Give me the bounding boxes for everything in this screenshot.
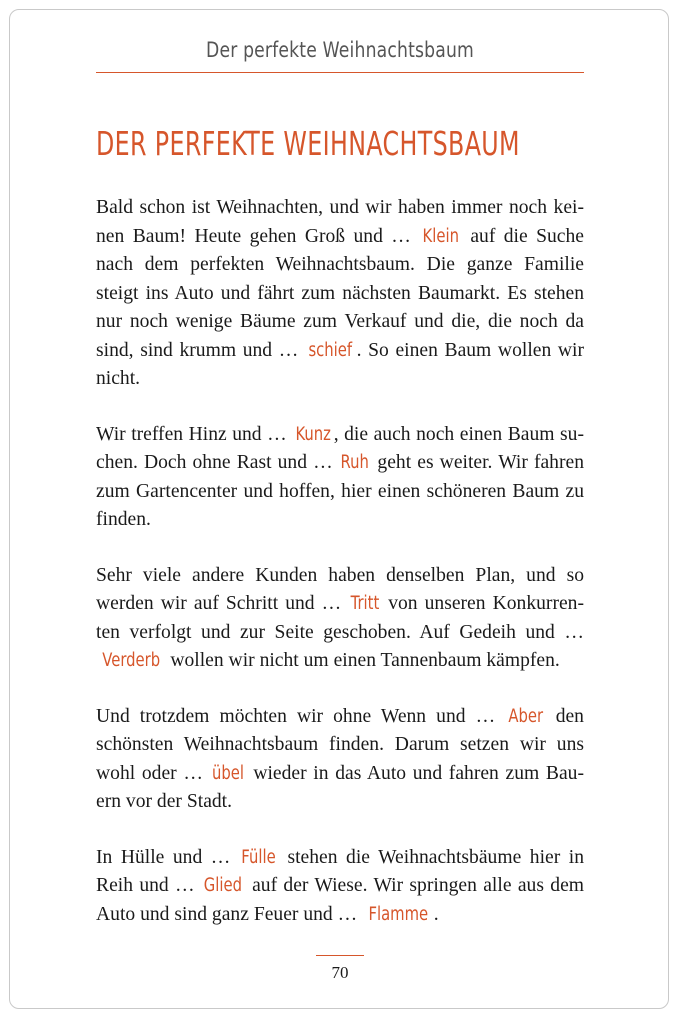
text-segment: sind, sind krumm und … [96,339,305,361]
text-segment: nur noch wenige Bäume zum Verkauf und die, die noch da [96,311,584,332]
header-rule [96,72,584,73]
text-segment: . [433,903,439,925]
text-segment: zum Gartencenter und hoffen, hier einen schöneren Baum [96,480,560,502]
text-segment: von unseren Konkurren- [381,593,584,614]
footer-rule [316,955,364,956]
text-segment: zu finden. [96,480,584,530]
text-segment: chen. Doch ohne Rast und … [96,452,339,473]
page-number: 70 [331,963,349,982]
chapter-title: DER PERFEKTE WEIHNACHTSBAUM [96,124,520,163]
text-segment: Und trotzdem möchten wir ohne Wenn und … [96,705,506,727]
text-segment: nen Baum! Heute gehen Groß und … [96,225,420,247]
text-segment: ten verfolgt und zur Seite geschoben. Auf Gedeih und … [96,621,584,643]
text-segment: . So einen Baum wollen wir [356,339,584,361]
text-segment: auf die Suche [461,225,584,247]
text-segment: steigt ins Auto und fährt zum nächsten Baumarkt. Es stehen [96,282,584,304]
text-segment: auf der Wiese. Wir springen alle aus dem [245,875,585,896]
text-segment: Bald schon ist Weihnachten, und wir haben immer noch kei- [96,197,584,218]
text-segment: nicht. [96,368,141,389]
text-segment: , die auch noch einen Baum su- [333,423,584,445]
text-segment: Reih und … [96,875,201,896]
paragraph [96,844,584,930]
text-segment: schönsten Weihnachtsbaum finden. Darum setzen wir uns [96,734,584,755]
text-segment: wieder in das Auto und fahren zum Bau- [246,762,584,784]
highlighted-word: Tritt [350,593,380,614]
text-segment: wollen wir nicht um einen Tannenbaum kämpfen. [165,650,560,671]
body-text [96,194,584,956]
highlighted-word: Klein [422,225,459,247]
text-segment: den [545,705,584,727]
text-segment: Sehr viele andere Kunden haben denselben Plan, und so [96,564,584,586]
highlighted-word: Flamme [368,903,428,925]
text-segment: In Hülle und … [96,846,239,868]
highlighted-word: Kunz [295,423,331,445]
paragraph [96,562,584,676]
paragraph [96,194,584,394]
highlighted-word: Fülle [241,846,277,868]
text-segment: nach dem perfekten Weihnachtsbaum. Die ganze Familie [96,254,584,275]
highlighted-word: Ruh [340,452,370,473]
highlighted-word: Glied [204,875,243,896]
text-segment: Wir treffen Hinz und … [96,423,293,445]
text-segment: wohl oder … [96,762,210,784]
highlighted-word: schief [308,339,353,361]
text-segment: Auto und sind ganz Feuer und … [96,903,363,925]
running-header: Der perfekte Weihnachtsbaum [206,38,474,62]
highlighted-word: Aber [508,705,543,727]
highlighted-word: übel [212,762,245,784]
text-segment: ern vor der Stadt. [96,791,233,812]
text-segment: stehen die Weihnachtsbäume hier in [278,846,584,868]
paragraph [96,421,584,535]
text-segment: geht es weiter. Wir fahren [371,452,584,473]
highlighted-word: Verderb [101,650,160,671]
text-segment: werden wir auf Schritt und … [96,593,349,614]
paragraph [96,703,584,817]
